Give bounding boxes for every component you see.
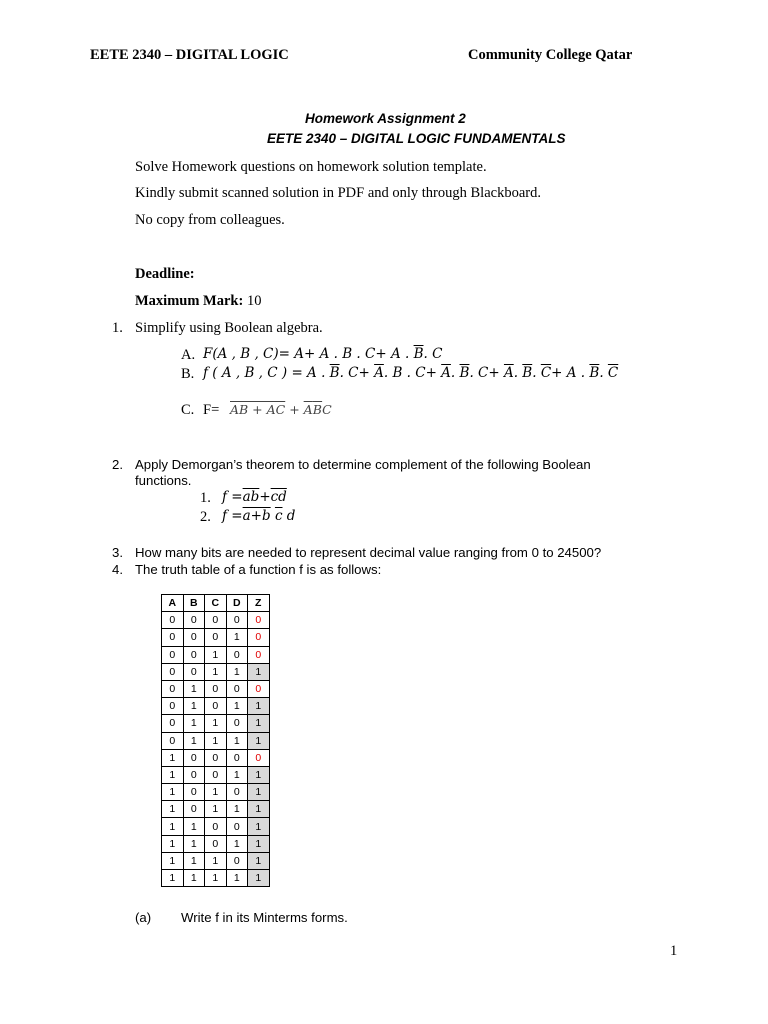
table-row bbox=[162, 852, 270, 869]
truth-table-header-cell: C bbox=[205, 595, 227, 612]
table-row bbox=[162, 629, 270, 646]
truth-table-header-cell: D bbox=[226, 595, 248, 612]
input-cell: 1 bbox=[162, 870, 184, 887]
output-cell: 0 bbox=[248, 629, 270, 646]
table-row bbox=[162, 766, 270, 783]
q2-number: 2. bbox=[112, 457, 123, 472]
q1-b-label: B. bbox=[181, 366, 195, 382]
output-cell: 1 bbox=[248, 818, 270, 835]
input-cell: 0 bbox=[162, 663, 184, 680]
output-cell: 1 bbox=[248, 766, 270, 783]
input-cell: 0 bbox=[226, 715, 248, 732]
input-cell: 0 bbox=[162, 715, 184, 732]
input-cell: 1 bbox=[205, 732, 227, 749]
course-title: EETE 2340 – DIGITAL LOGIC FUNDAMENTALS bbox=[267, 131, 566, 146]
input-cell: 0 bbox=[205, 749, 227, 766]
input-cell: 0 bbox=[183, 749, 205, 766]
input-cell: 1 bbox=[183, 732, 205, 749]
truth-table-header-cell: B bbox=[183, 595, 205, 612]
input-cell: 1 bbox=[226, 801, 248, 818]
input-cell: 1 bbox=[183, 715, 205, 732]
output-cell: 0 bbox=[248, 612, 270, 629]
table-row bbox=[162, 818, 270, 835]
input-cell: 1 bbox=[205, 784, 227, 801]
q3-number: 3. bbox=[112, 545, 123, 560]
instruction-3: No copy from colleagues. bbox=[135, 212, 285, 228]
input-cell: 1 bbox=[162, 749, 184, 766]
q1-a-expression: F(A , B , C)= A+ A . B . C+ A . $\overline{B}$. C bbox=[203, 346, 443, 362]
input-cell: 1 bbox=[162, 852, 184, 869]
course-header bbox=[90, 47, 289, 64]
truth-table-header-cell: Z bbox=[248, 595, 270, 612]
instruction-1: Solve Homework questions on homework solution template. bbox=[135, 159, 487, 175]
assignment-title: Homework Assignment 2 bbox=[305, 111, 466, 126]
input-cell: 0 bbox=[183, 629, 205, 646]
input-cell: 0 bbox=[205, 818, 227, 835]
output-cell: 1 bbox=[248, 784, 270, 801]
output-cell: 1 bbox=[248, 835, 270, 852]
q4-text: The truth table of a function f is as follows: bbox=[135, 562, 382, 577]
input-cell: 1 bbox=[226, 732, 248, 749]
table-row bbox=[162, 784, 270, 801]
input-cell: 1 bbox=[226, 766, 248, 783]
input-cell: 0 bbox=[205, 766, 227, 783]
q1-c-prefix: F= bbox=[203, 402, 220, 418]
q1-a-label: A. bbox=[181, 347, 196, 363]
input-cell: 0 bbox=[162, 629, 184, 646]
q1-c-label: C. bbox=[181, 402, 195, 418]
input-cell: 0 bbox=[183, 663, 205, 680]
input-cell: 1 bbox=[226, 870, 248, 887]
truth-table-header-row bbox=[162, 595, 270, 612]
output-cell: 1 bbox=[248, 852, 270, 869]
input-cell: 0 bbox=[226, 784, 248, 801]
input-cell: 1 bbox=[162, 766, 184, 783]
output-cell: 1 bbox=[248, 732, 270, 749]
input-cell: 0 bbox=[205, 698, 227, 715]
q2-sub2-expression: $f =a+\overline{b}$ $\overline{c}$ d bbox=[222, 508, 296, 524]
input-cell: 0 bbox=[205, 835, 227, 852]
input-cell: 1 bbox=[205, 646, 227, 663]
table-row bbox=[162, 801, 270, 818]
q2-text-line1: Apply Demorgan’s theorem to determine complement of the following Boolean bbox=[135, 457, 591, 472]
input-cell: 0 bbox=[226, 680, 248, 697]
course-header-text: EETE 2340 – DIGITAL LOGIC bbox=[90, 47, 289, 63]
q2-sub2-label: 2. bbox=[200, 509, 211, 525]
college-header: Community College Qatar bbox=[468, 47, 633, 63]
table-row bbox=[162, 870, 270, 887]
input-cell: 0 bbox=[162, 646, 184, 663]
q1-b-expression: f ( A , B , C ) = A . $\overline{B}$. $C+ \overline{A}$. B . $C+ \overline{A}$. $\overline{B}$. $C+ \overline{A}$. $\overline{B}$. $\overline{C}+ A$ . $\overline{B}$. $\overline{C}$ bbox=[203, 365, 619, 381]
input-cell: 0 bbox=[226, 612, 248, 629]
deadline-label: Deadline: bbox=[135, 266, 195, 282]
q3-text: How many bits are needed to represent decimal value ranging from 0 to 24500? bbox=[135, 545, 602, 560]
input-cell: 1 bbox=[226, 663, 248, 680]
table-row bbox=[162, 749, 270, 766]
output-cell: 0 bbox=[248, 749, 270, 766]
output-cell: 1 bbox=[248, 801, 270, 818]
table-row bbox=[162, 646, 270, 663]
truth-table bbox=[161, 594, 270, 887]
q1-number: 1. bbox=[112, 320, 123, 336]
q2-sub1-label: 1. bbox=[200, 490, 211, 506]
input-cell: 0 bbox=[205, 629, 227, 646]
input-cell: 1 bbox=[162, 801, 184, 818]
table-row bbox=[162, 835, 270, 852]
input-cell: 0 bbox=[205, 680, 227, 697]
truth-table-header-cell: A bbox=[162, 595, 184, 612]
input-cell: 0 bbox=[183, 646, 205, 663]
q2-sub1-expression: $f =\overline{ab}+\overline{cd}$ bbox=[222, 489, 287, 505]
output-cell: 0 bbox=[248, 680, 270, 697]
input-cell: 1 bbox=[162, 818, 184, 835]
input-cell: 1 bbox=[183, 818, 205, 835]
table-row bbox=[162, 680, 270, 697]
q4-number: 4. bbox=[112, 562, 123, 577]
input-cell: 0 bbox=[162, 732, 184, 749]
input-cell: 1 bbox=[183, 835, 205, 852]
max-mark-value: 10 bbox=[246, 293, 262, 309]
input-cell: 1 bbox=[226, 698, 248, 715]
input-cell: 1 bbox=[183, 680, 205, 697]
input-cell: 0 bbox=[226, 749, 248, 766]
input-cell: 0 bbox=[226, 852, 248, 869]
table-row bbox=[162, 663, 270, 680]
input-cell: 0 bbox=[183, 801, 205, 818]
input-cell: 0 bbox=[162, 612, 184, 629]
input-cell: 0 bbox=[226, 818, 248, 835]
input-cell: 1 bbox=[205, 852, 227, 869]
input-cell: 0 bbox=[183, 766, 205, 783]
q1-c-expression: AB + AC + $\overline{A}\overline{B}C$ bbox=[230, 402, 332, 417]
input-cell: 1 bbox=[226, 835, 248, 852]
input-cell: 0 bbox=[205, 612, 227, 629]
input-cell: 1 bbox=[205, 663, 227, 680]
input-cell: 0 bbox=[226, 646, 248, 663]
input-cell: 0 bbox=[183, 612, 205, 629]
input-cell: 1 bbox=[226, 629, 248, 646]
page-number: 1 bbox=[670, 943, 678, 959]
input-cell: 1 bbox=[183, 870, 205, 887]
input-cell: 0 bbox=[162, 680, 184, 697]
q1-text: Simplify using Boolean algebra. bbox=[135, 320, 323, 336]
input-cell: 1 bbox=[162, 784, 184, 801]
instruction-2: Kindly submit scanned solution in PDF and only through Blackboard. bbox=[135, 185, 541, 201]
output-cell: 1 bbox=[248, 870, 270, 887]
input-cell: 0 bbox=[162, 698, 184, 715]
input-cell: 1 bbox=[205, 801, 227, 818]
q4a-label: (a) bbox=[135, 910, 152, 925]
input-cell: 0 bbox=[183, 784, 205, 801]
output-cell: 1 bbox=[248, 698, 270, 715]
input-cell: 1 bbox=[205, 715, 227, 732]
q4a-text: Write f in its Minterms forms. bbox=[181, 910, 348, 925]
max-mark-label: Maximum Mark: bbox=[135, 293, 244, 309]
q2-text-line2: functions. bbox=[135, 473, 192, 488]
input-cell: 1 bbox=[205, 870, 227, 887]
output-cell: 1 bbox=[248, 663, 270, 680]
input-cell: 1 bbox=[183, 852, 205, 869]
table-row bbox=[162, 715, 270, 732]
input-cell: 1 bbox=[183, 698, 205, 715]
output-cell: 0 bbox=[248, 646, 270, 663]
table-row bbox=[162, 698, 270, 715]
output-cell: 1 bbox=[248, 715, 270, 732]
table-row bbox=[162, 732, 270, 749]
max-mark bbox=[135, 293, 261, 310]
input-cell: 1 bbox=[162, 835, 184, 852]
table-row bbox=[162, 612, 270, 629]
